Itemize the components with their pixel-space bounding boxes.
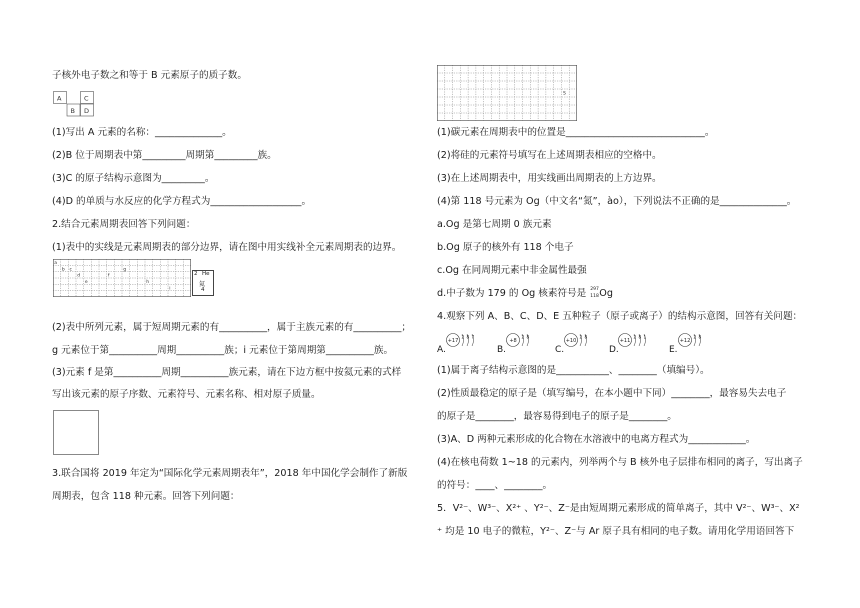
electron-count: 1: [643, 334, 647, 340]
q1-line-2: (2)B 位于周期表中第_________周期第_________族。: [52, 150, 277, 161]
particle-diagrams: [437, 331, 717, 357]
q3-sub-2: (2)将硅的元素符号填写在上述周期表相应的空格中。: [437, 150, 662, 161]
q2-part2-line-2: g 元素位于第__________周期__________族；i 元素位于第周期第__________族。: [52, 345, 394, 356]
electron-count: 2: [521, 334, 525, 340]
q3-sub-3: (3)在上述周期表中，用实线画出周期表的上方边界。: [437, 173, 662, 184]
q4-title: 4.观察下列 A、B、C、D、E 五种粒子（原子或离子）的结构示意图，回答有关问题：: [437, 311, 803, 322]
q3-sub-4: (4)第 118 号元素为 Og（中文名“氮”，ào），下列说法不正确的是______________。: [437, 196, 797, 207]
atom-structure-diagram: [617, 331, 651, 349]
cell-b: B: [70, 107, 75, 115]
nuclide-symbol: Og: [599, 288, 613, 299]
cell-c: C: [84, 94, 89, 103]
electron-count: 2: [693, 334, 697, 340]
q4-line-1: (1)属于离子结构示意图的是___________、________（填编号）。: [437, 365, 710, 376]
particle-label: E.: [669, 345, 678, 355]
electron-count: 2: [633, 334, 637, 340]
q2-title: 2.结合元素周期表回答下列问题：: [52, 219, 196, 230]
grid-label-i: i: [169, 286, 171, 292]
periodic-table-grid-2: [437, 65, 577, 121]
nuclide-notation: [589, 288, 599, 300]
nucleus-charge: +11: [619, 338, 631, 344]
electron-count: 8: [638, 334, 642, 340]
q3-sub-1: (1)碳元素在周期表中的位置是_____________________________。: [437, 127, 715, 138]
q4-line-6: 的符号：____、________。: [437, 480, 553, 491]
helium-symbol: He: [202, 271, 210, 277]
q4-line-3: 的原子是________，最容易得到电子的原子是________。: [437, 411, 677, 422]
atom-structure-diagram: [445, 331, 479, 349]
q3-line-1: 3.联合国将 2019 年定为“国际化学元素周期表年”，2018 年中国化学会制作了新版: [52, 468, 408, 479]
grid-label-d: d: [77, 273, 81, 279]
nucleus-charge: +12: [679, 338, 691, 344]
q3-line-2: 周期表，包含 118 种元素。回答下列问题：: [52, 491, 240, 502]
grid-label-h: h: [146, 280, 150, 285]
q5-line-2: ⁺ 均是 10 电子的微粒，Y²⁻、Z⁻与 Ar 原子具有相同的电子数。请用化学用语回答下: [437, 526, 795, 537]
grid-label-c: c: [69, 267, 73, 273]
electron-count: 2: [461, 334, 465, 340]
particle-label: A.: [437, 345, 446, 355]
grid-label-s: S: [562, 91, 566, 97]
nucleus-charge: +8: [509, 338, 517, 344]
grid-label-f: f: [107, 273, 110, 279]
answer-box: [53, 410, 99, 455]
option-c: c.Og 在同周期元素中非金属性最强: [437, 265, 587, 276]
cell-a: A: [57, 94, 62, 103]
abcd-table: [53, 91, 95, 117]
q1-line-3: (3)C 的原子结构示意图为_________。: [52, 173, 215, 184]
helium-mass: 4: [201, 287, 205, 293]
electron-count: 7: [471, 334, 475, 340]
grid-border: [437, 65, 576, 120]
atom-structure-diagram: [505, 331, 539, 349]
q2-part1: (1)表中的实线是元素周期表的部分边界，请在图中用实线补全元素周期表的边界。: [52, 242, 402, 253]
grid-label-e: e: [84, 280, 88, 285]
nucleus-charge: +17: [447, 338, 459, 344]
nucleus-charge: +10: [565, 338, 577, 344]
electron-count: 8: [526, 334, 530, 340]
helium-name: 氦: [199, 281, 206, 288]
electron-count: 2: [579, 334, 583, 340]
q1-line-1: (1)写出 A 元素的名称：______________。: [52, 127, 232, 138]
grid-label-g: g: [123, 267, 127, 273]
intro-text: 子核外电子数之和等于 B 元素原子的质子数。: [52, 70, 247, 81]
q1-line-4: (4)D 的单质与水反应的化学方程式为___________________。: [52, 196, 312, 207]
q2-part2-line-1: (2)表中所列元素，属于短周期元素的有__________，属于主族元素的有__________；: [52, 322, 411, 333]
q4-line-5: (4)在核电荷数 1~18 的元素内，列举两个与 B 核外电子层排布相同的离子，写出离子: [437, 457, 803, 468]
electron-count: 8: [584, 334, 588, 340]
q5-line-1: 5．V²⁻、W³⁻、X²⁺ 、Y²⁻、Z⁻是由短周期元素形成的简单离子，其中 V²⁻、W³⁻、X²: [437, 503, 800, 514]
q2-part3-line-1: (3)元素 f 是第__________周期__________族元素，请在下边方框中按氦元素的式样: [52, 367, 402, 378]
grid-label-b: b: [61, 267, 65, 273]
particle-label: B.: [497, 345, 507, 355]
option-d: [437, 288, 613, 300]
helium-cell: [192, 270, 214, 296]
cell-d: D: [84, 107, 90, 115]
periodic-table-grid: [53, 259, 191, 297]
electron-count: 8: [698, 334, 702, 340]
option-d-text: d.中子数为 179 的 Og 核素符号是: [437, 288, 587, 299]
q2-part3-line-2: 写出该元素的原子序数、元素符号、元素名称、相对原子质量。: [52, 389, 321, 400]
particle-label: C.: [555, 345, 565, 355]
nuclide-mass: 297: [590, 287, 599, 292]
electron-count: 8: [466, 334, 470, 340]
atom-structure-diagram: [677, 331, 711, 349]
option-b: b.Og 原子的核外有 118 个电子: [437, 242, 574, 253]
q4-line-4: (3)A、D 两种元素形成的化合物在水溶液中的电离方程式为____________。: [437, 434, 756, 445]
atom-structure-diagram: [563, 331, 597, 349]
nuclide-number: 118: [590, 294, 599, 299]
grid-label-a: a: [54, 261, 57, 266]
option-a: a.Og 是第七周期 0 族元素: [437, 219, 552, 230]
q4-line-2: (2)性质最稳定的原子是（填写编号，在本小题中下同）________，最容易失去电子: [437, 388, 787, 399]
helium-number: 2: [194, 271, 198, 277]
particle-label: D.: [609, 345, 619, 355]
